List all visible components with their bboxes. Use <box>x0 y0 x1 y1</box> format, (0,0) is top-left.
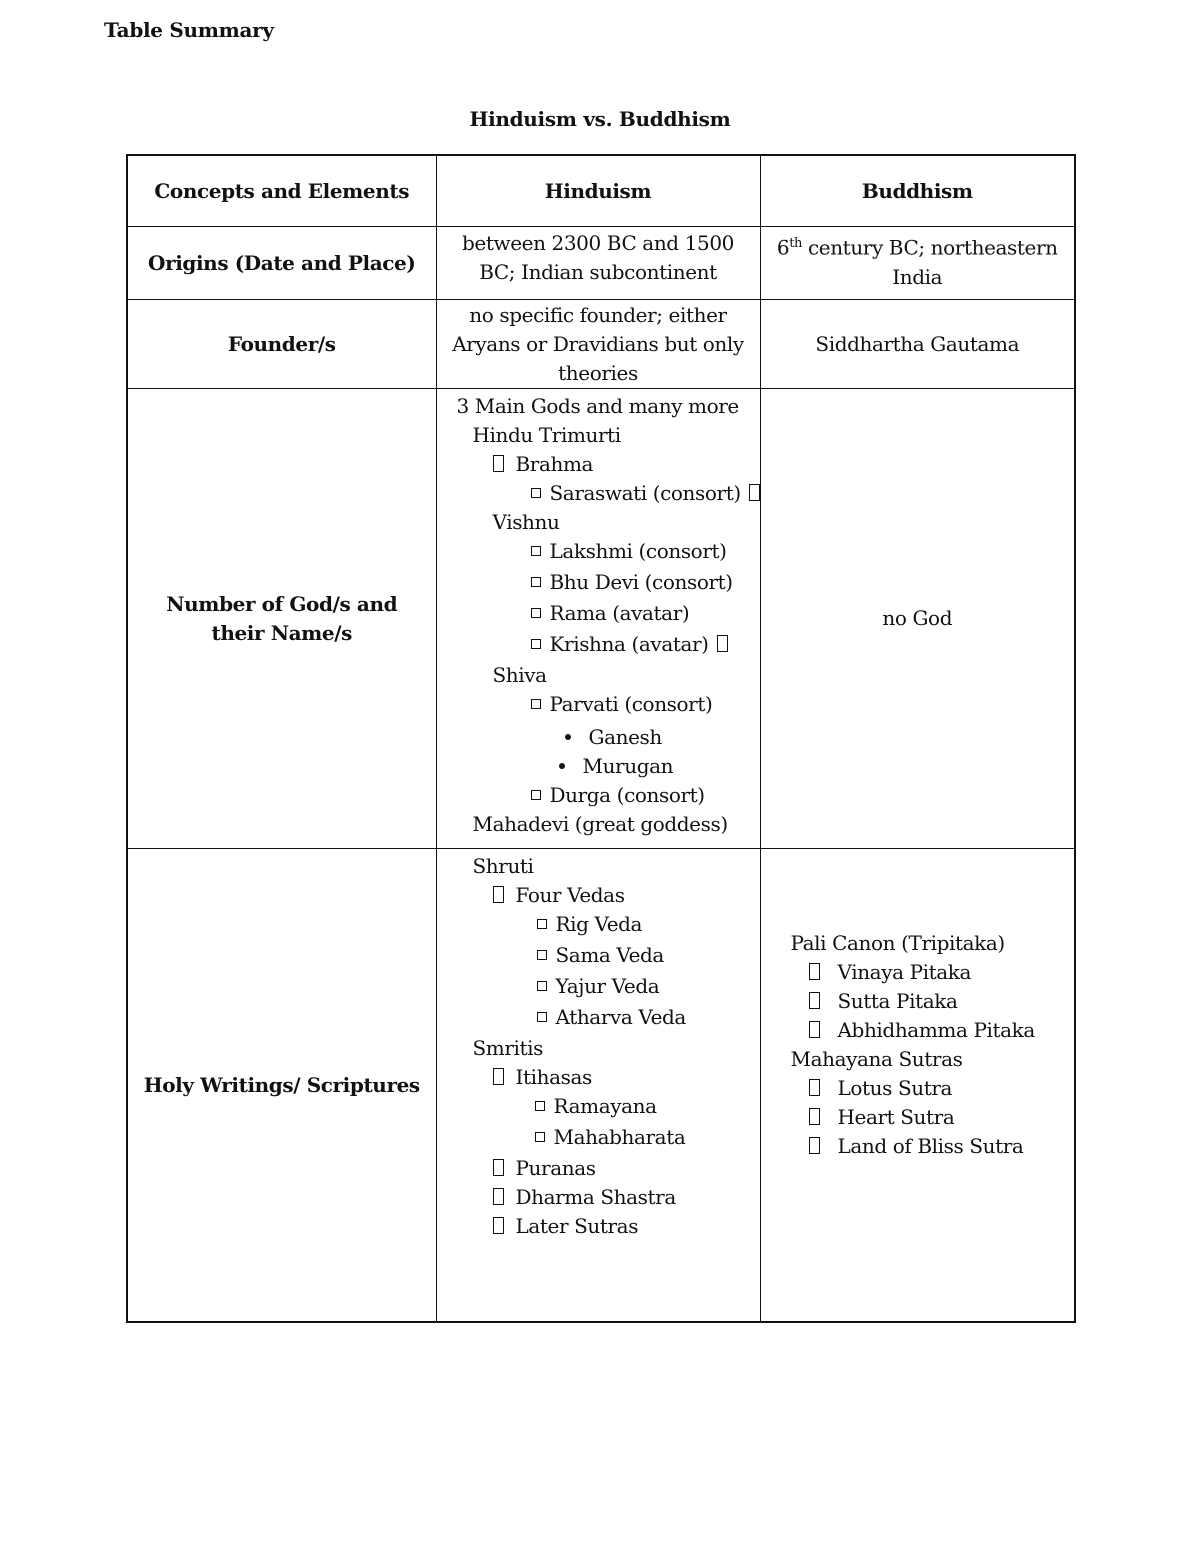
box-bullet-icon <box>493 1188 504 1205</box>
list-item-text: Dharma Shastra <box>515 1185 676 1209</box>
cell-buddhism-founder: Siddhartha Gautama <box>760 300 1075 389</box>
list-item <box>437 450 760 479</box>
box-bullet-icon <box>809 1108 820 1125</box>
square-bullet-icon <box>531 639 541 649</box>
list-item <box>437 910 760 939</box>
list-item-text: Atharva Veda <box>555 1005 686 1029</box>
header-concepts: Concepts and Elements <box>127 155 436 227</box>
cell-buddhism-gods: no God <box>760 389 1075 849</box>
table-header-row <box>127 155 1075 227</box>
list-item: Shruti <box>472 854 534 878</box>
list-item <box>761 1132 1075 1161</box>
header-buddhism: Buddhism <box>760 155 1075 227</box>
list-item <box>437 752 760 781</box>
box-bullet-icon <box>809 1137 820 1154</box>
list-item <box>437 881 760 910</box>
list-item <box>437 537 760 566</box>
box-bullet-icon <box>493 1068 504 1085</box>
list-item <box>761 1103 1075 1132</box>
list-item-text: Murugan <box>582 754 674 778</box>
header-hinduism: Hinduism <box>436 155 760 227</box>
list-item-text: Brahma <box>515 452 594 476</box>
list-item <box>437 568 760 597</box>
list-item-text: Rig Veda <box>555 912 643 936</box>
comparison-table <box>126 154 1076 1323</box>
cell-hinduism-origins: between 2300 BC and 1500 BC; Indian subcontinent <box>436 227 760 300</box>
list-item-text: Saraswati (consort) <box>549 481 741 505</box>
list-item: 3 Main Gods and many more <box>456 394 739 418</box>
cell-hinduism-writings <box>436 849 760 1323</box>
document-title: Hinduism vs. Buddhism <box>469 107 731 131</box>
list-item <box>761 958 1075 987</box>
box-bullet-icon <box>749 484 760 501</box>
list-item-text: Krishna (avatar) <box>549 632 709 656</box>
list-item <box>437 1003 760 1032</box>
list-item-text: Later Sutras <box>515 1214 639 1238</box>
square-bullet-icon <box>531 546 541 556</box>
list-item <box>437 599 760 628</box>
list-item <box>761 1016 1075 1045</box>
list-item-text: Land of Bliss Sutra <box>837 1134 1024 1158</box>
box-bullet-icon <box>809 992 820 1009</box>
list-item <box>437 1183 760 1212</box>
list-item: Smritis <box>472 1036 544 1060</box>
list-item: Mahadevi (great goddess) <box>472 812 728 836</box>
square-bullet-icon <box>531 608 541 618</box>
origins-century-number: 6 <box>776 235 790 260</box>
list-item-text: Sama Veda <box>555 943 664 967</box>
square-bullet-icon <box>531 577 541 587</box>
box-bullet-icon <box>493 1159 504 1176</box>
table-row-writings <box>127 849 1075 1323</box>
row-label-origins: Origins (Date and Place) <box>127 227 436 300</box>
origins-century-text: century BC; northeastern India <box>802 235 1058 289</box>
list-item <box>437 941 760 970</box>
table-row-origins <box>127 227 1075 300</box>
list-item <box>437 781 760 810</box>
row-label-gods: Number of God/s and their Name/s <box>127 389 436 849</box>
list-item-text: Bhu Devi (consort) <box>549 570 733 594</box>
cell-buddhism-writings <box>760 849 1075 1323</box>
list-item-text: Four Vedas <box>515 883 625 907</box>
list-item: Pali Canon (Tripitaka) <box>790 931 1005 955</box>
round-bullet-icon <box>565 734 571 740</box>
list-item <box>761 1074 1075 1103</box>
box-bullet-icon <box>809 1079 820 1096</box>
list-item <box>437 1123 760 1152</box>
list-item-text: Sutta Pitaka <box>837 989 958 1013</box>
list-item <box>437 972 760 1001</box>
list-item: Vishnu <box>492 510 560 534</box>
cell-hinduism-founder: no specific founder; either Aryans or Dravidians but only theories <box>436 300 760 389</box>
list-item-text: Rama (avatar) <box>549 601 690 625</box>
list-item: Mahayana Sutras <box>790 1047 963 1071</box>
list-item <box>437 723 760 752</box>
list-item-text: Heart Sutra <box>837 1105 955 1129</box>
list-item-text: Yajur Veda <box>555 974 660 998</box>
list-item <box>437 1063 760 1092</box>
list-item-text: Puranas <box>515 1156 596 1180</box>
list-item <box>437 479 760 508</box>
square-bullet-icon <box>537 950 547 960</box>
list-item: Shiva <box>492 663 547 687</box>
cell-hinduism-gods <box>436 389 760 849</box>
page-header: Table Summary <box>104 18 274 42</box>
list-item <box>437 630 760 659</box>
square-bullet-icon <box>537 919 547 929</box>
square-bullet-icon <box>535 1101 545 1111</box>
list-item <box>761 987 1075 1016</box>
table-row-gods <box>127 389 1075 849</box>
box-bullet-icon <box>717 635 728 652</box>
list-item-text: Itihasas <box>515 1065 592 1089</box>
list-item <box>437 690 760 719</box>
list-item-text: Vinaya Pitaka <box>837 960 972 984</box>
list-item-text: Lakshmi (consort) <box>549 539 727 563</box>
box-bullet-icon <box>493 886 504 903</box>
list-item: Hindu Trimurti <box>472 423 621 447</box>
box-bullet-icon <box>493 1217 504 1234</box>
list-item-text: Parvati (consort) <box>549 692 713 716</box>
list-item-text: Mahabharata <box>553 1125 686 1149</box>
list-item <box>437 1154 760 1183</box>
list-item <box>437 1092 760 1121</box>
list-item <box>437 1212 760 1241</box>
row-label-founder: Founder/s <box>127 300 436 389</box>
square-bullet-icon <box>535 1132 545 1142</box>
table-row-founder <box>127 300 1075 389</box>
box-bullet-icon <box>809 963 820 980</box>
cell-buddhism-origins <box>760 227 1075 300</box>
box-bullet-icon <box>493 455 504 472</box>
square-bullet-icon <box>537 981 547 991</box>
square-bullet-icon <box>531 699 541 709</box>
list-item-text: Durga (consort) <box>549 783 705 807</box>
list-item-text: Lotus Sutra <box>837 1076 953 1100</box>
list-item-text: Ramayana <box>553 1094 657 1118</box>
square-bullet-icon <box>531 790 541 800</box>
list-item-text: Ganesh <box>588 725 662 749</box>
round-bullet-icon <box>559 763 565 769</box>
list-item-text: Abhidhamma Pitaka <box>837 1018 1035 1042</box>
box-bullet-icon <box>809 1021 820 1038</box>
origins-century-suffix: th <box>789 236 802 251</box>
square-bullet-icon <box>531 488 541 498</box>
row-label-writings: Holy Writings/ Scriptures <box>127 849 436 1323</box>
square-bullet-icon <box>537 1012 547 1022</box>
